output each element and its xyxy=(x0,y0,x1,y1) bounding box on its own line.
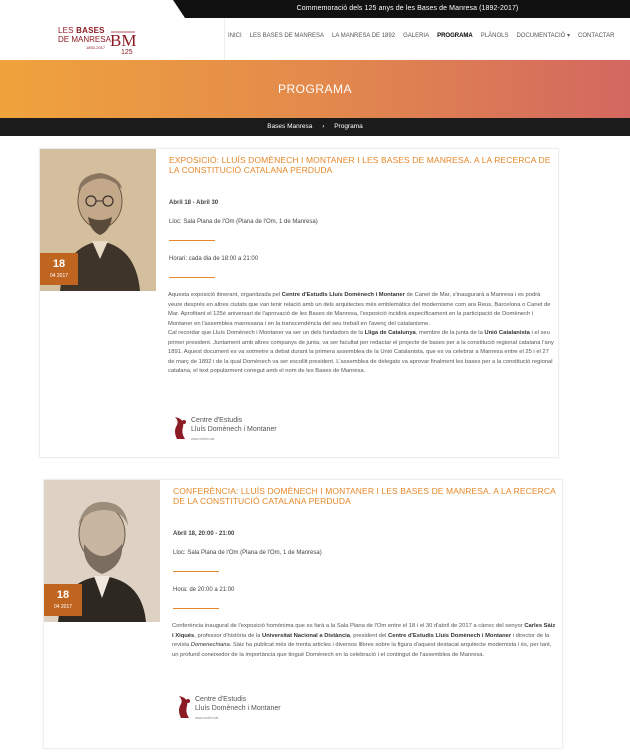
event-dates: Abril 18 - Abril 30 xyxy=(169,200,219,206)
nav-item-les-bases[interactable]: LES BASES DE MANRESA xyxy=(249,33,325,39)
event-description: Aquesta exposició itinerant, organitzada pel Centre d'Estudis Lluís Domènech i Montaner de Canet de Mar, s'inaugurarà a Manresa i es podrà veure després en altres ciutats que van tenir relació amb un dels arquitectes més emblemàtics del modernisme com ara Reus, Barcelona o Canet de Mar. Aprofitant el 125è aniversari de l'aprovació de les Bases de Manresa, l'exposició incidirà específicament en la participació de Domènech i Montaner en l'assemblea manresana i en la transcendència del seu treball en l'avenç del catalanisme. xyxy=(168,292,551,327)
event-dates: Abril 18, 20:00 - 21:00 xyxy=(173,531,235,537)
sponsor-logo[interactable]: Centre d'Estudis Lluís Domènech i Montaner www.cedlm.cat xyxy=(177,694,317,724)
nav-item-manresa-1892[interactable]: LA MANRESA DE 1892 xyxy=(332,33,396,39)
event-title[interactable]: CONFERÈNCIA: LLUÍS DOMÈNECH I MONTANER I LES BASES DE MANRESA. A LA RECERCA DE LA CONSTITUCIÓ CATALANA PERDUDA xyxy=(173,486,556,506)
event-schedule: Horari: cada dia de 18:00 a 21:00 xyxy=(169,256,259,262)
event-card xyxy=(39,148,559,458)
logo-bm-mark xyxy=(109,29,137,55)
header xyxy=(0,18,630,60)
nav-item-contactar[interactable]: CONTACTAR xyxy=(578,33,615,39)
breadcrumb-current: Programa xyxy=(334,123,363,130)
nav-item-documentacio[interactable]: DOCUMENTACIÓ ▾ xyxy=(516,33,571,39)
nav-item-programa[interactable]: PROGRAMA xyxy=(437,33,473,39)
breadcrumb xyxy=(0,118,630,136)
event-place: Lloc: Sala Plana de l'Om (Plana de l'Om, 1 de Manresa) xyxy=(173,550,322,556)
top-ribbon xyxy=(185,0,630,18)
date-badge: 18 04 2017 xyxy=(44,584,82,616)
event-body xyxy=(173,486,558,660)
event-title[interactable]: EXPOSICIÓ: LLUÍS DOMÈNECH I MONTANER I LES BASES DE MANRESA. A LA RECERCA DE LA CONSTITUCIÓ CATALANA PERDUDA xyxy=(169,155,551,175)
event-card xyxy=(43,479,563,749)
site-logo[interactable]: LES BASES DE MANRESA 1892-2017 BM 125 xyxy=(58,26,137,55)
accent-divider xyxy=(173,608,219,609)
event-description: Cal recordar que Lluís Domènech i Montaner va ser un dels fundadors de la Lliga de Catalunya, membre de la junta de la Unió Catalanista i el seu primer president. Juntament amb altres companys de junta, va ser facultat per redactar el projecte de bases per a la constitució regional catalana l'any 1891. Aquest document es va sotmetre a debat durant la primera assemblea de la Unió Catalanista, que es va celebrar a Manresa entre el 25 i el 27 de març de 1892 i de la qual Domènech va ser escollit president. L'assemblea de delegats va aprovar finalment les bases per a la constitució regional catalana, el text popularment conegut amb el nom de les Bases de Manresa. xyxy=(168,330,554,374)
event-body xyxy=(169,155,554,377)
accent-divider xyxy=(169,277,215,278)
breadcrumb-separator: › xyxy=(322,123,325,130)
event-schedule: Hora: de 20:00 a 21:00 xyxy=(173,587,235,593)
ribbon-text: Commemoració dels 125 anys de les Bases de Manresa (1892-2017) xyxy=(296,5,519,12)
hero-banner xyxy=(0,60,630,118)
cedlm-logo-icon xyxy=(173,415,189,441)
breadcrumb-home[interactable]: Bases Manresa xyxy=(267,123,313,130)
cedlm-logo-icon xyxy=(177,694,193,720)
nav-item-inici[interactable]: INICI xyxy=(228,33,242,39)
event-place: Lloc: Sala Plana de l'Om (Plana de l'Om, 1 de Manresa) xyxy=(169,219,318,225)
accent-divider xyxy=(169,240,215,241)
date-badge: 18 04 2017 xyxy=(40,253,78,285)
event-description: Conferència inaugural de l'exposició homònima que es farà a la Sala Plana de l'Om entre el 18 i el 30 d'abril de 2017 a càrrec del senyor Carles Sàiz i Xiqués, professor d'història de la Universitat Nacional a Distància, president del Centre d'Estudis Lluís Domènech i Montaner i director de la revista Domenechiana. Sàiz ha publicat més de trenta articles i diversos llibres sobre la figura d'aquest destacat arquitecte modernista i és, per tant, un profund coneixedor de la importància que tingué Domènech en la celebració i el contingut de l'assemblea de Manresa. xyxy=(172,623,556,658)
sponsor-logo[interactable]: Centre d'Estudis Lluís Domènech i Montaner www.cedlm.cat xyxy=(173,415,313,445)
svg-text:125: 125 xyxy=(121,49,133,55)
event-image[interactable] xyxy=(40,149,156,291)
page-title: PROGRAMA xyxy=(277,82,352,96)
accent-divider xyxy=(173,571,219,572)
svg-text:BM: BM xyxy=(110,31,137,50)
nav-item-galeria[interactable]: GALERIA xyxy=(403,33,430,39)
nav-item-planols[interactable]: PLÀNOLS xyxy=(480,33,509,39)
main-nav xyxy=(224,31,618,41)
event-image[interactable] xyxy=(44,480,160,622)
